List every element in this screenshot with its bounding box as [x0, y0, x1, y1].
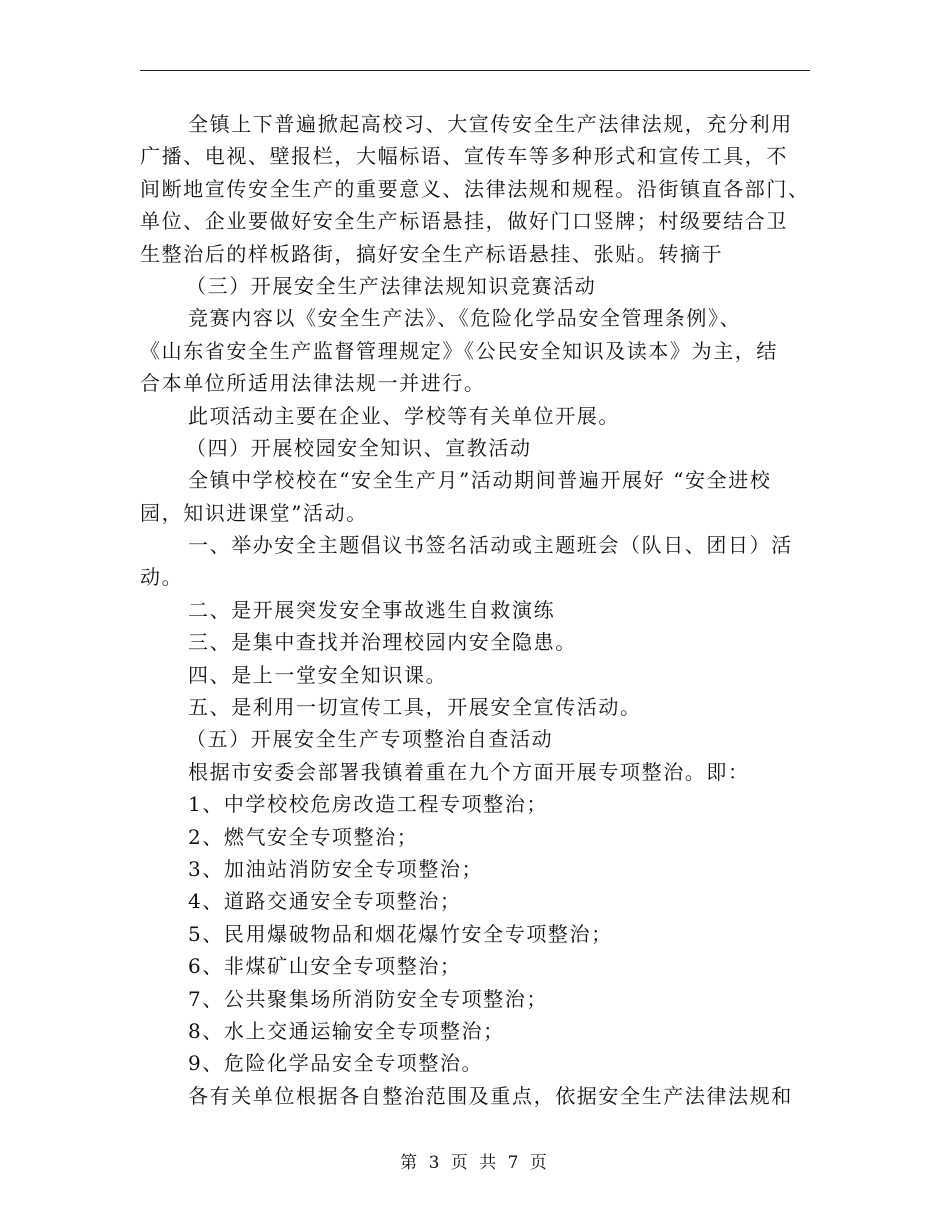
paragraph-line: 生整治后的样板路街，搞好安全生产标语悬挂、张贴。转摘于: [140, 241, 724, 266]
document-body: [140, 108, 810, 1112]
paragraph-line: 此项活动主要在企业、学校等有关单位开展。: [188, 403, 620, 428]
page-number: 第 3 页 共 7 页: [400, 1153, 550, 1173]
list-item: 三、是集中查找并治理校园内安全隐患。: [188, 630, 577, 655]
paragraph-line: 根据市安委会部署我镇着重在九个方面开展专项整治。即：: [188, 759, 750, 784]
list-item: 6、非煤矿山安全专项整治；: [188, 954, 462, 979]
paragraph-line: 单位、企业要做好安全生产标语悬挂，做好门口竖牌；村级要结合卫: [140, 209, 788, 234]
paragraph-line: 园，知识进课堂”活动。: [140, 500, 368, 525]
list-item: 四、是上一堂安全知识课。: [188, 662, 448, 687]
list-item: 二、是开展突发安全事故逃生自救演练: [188, 597, 556, 622]
paragraph-line: 全镇上下普遍掀起高校习、大宣传安全生产法律法规，充分利用: [188, 112, 793, 136]
paragraph-line: 竞赛内容以《安全生产法》、《危险化学品安全管理条例》、: [188, 306, 742, 331]
paragraph-line: 合本单位所适用法律法规一并进行。: [140, 371, 486, 396]
header-rule: [140, 70, 810, 71]
paragraph-line: 《山东省安全生产监督管理规定》《公民安全知识及读本》为主，结: [140, 338, 778, 363]
paragraph-line: 间断地宣传安全生产的重要意义、法律法规和规程。沿街镇直各部门、: [140, 176, 810, 201]
section-heading: （三）开展安全生产法律法规知识竞赛活动: [186, 273, 597, 298]
paragraph-line: 广播、电视、壁报栏，大幅标语、宣传车等多种形式和宣传工具，不: [140, 144, 788, 169]
list-item: 1、中学校校危房改造工程专项整治；: [188, 792, 548, 817]
list-item: 五、是利用一切宣传工具，开展安全宣传活动。: [188, 695, 642, 720]
section-heading: （四）开展校园安全知识、宣教活动: [186, 435, 532, 460]
list-item: 2、燃气安全专项整治；: [188, 824, 419, 849]
list-item: 7、公共聚集场所消防安全专项整治；: [188, 986, 548, 1011]
list-item: 5、民用爆破物品和烟花爆竹安全专项整治；: [188, 921, 613, 946]
paragraph-line: 动。: [140, 565, 184, 590]
list-item: 4、道路交通安全专项整治；: [188, 889, 462, 914]
list-item: 一、举办安全主题倡议书签名活动或主题班会（队日、团日）活: [188, 533, 793, 558]
paragraph-line: 全镇中学校校在“安全生产月”活动期间普遍开展好 “安全进校: [188, 468, 772, 493]
list-item: 3、加油站消防安全专项整治；: [188, 856, 484, 881]
list-item: 9、危险化学品安全专项整治。: [188, 1051, 484, 1076]
section-heading: （五）开展安全生产专项整治自查活动: [186, 727, 554, 752]
paragraph-line: 各有关单位根据各自整治范围及重点，依据安全生产法律法规和: [188, 1083, 793, 1108]
list-item: 8、水上交通运输安全专项整治；: [188, 1018, 505, 1043]
